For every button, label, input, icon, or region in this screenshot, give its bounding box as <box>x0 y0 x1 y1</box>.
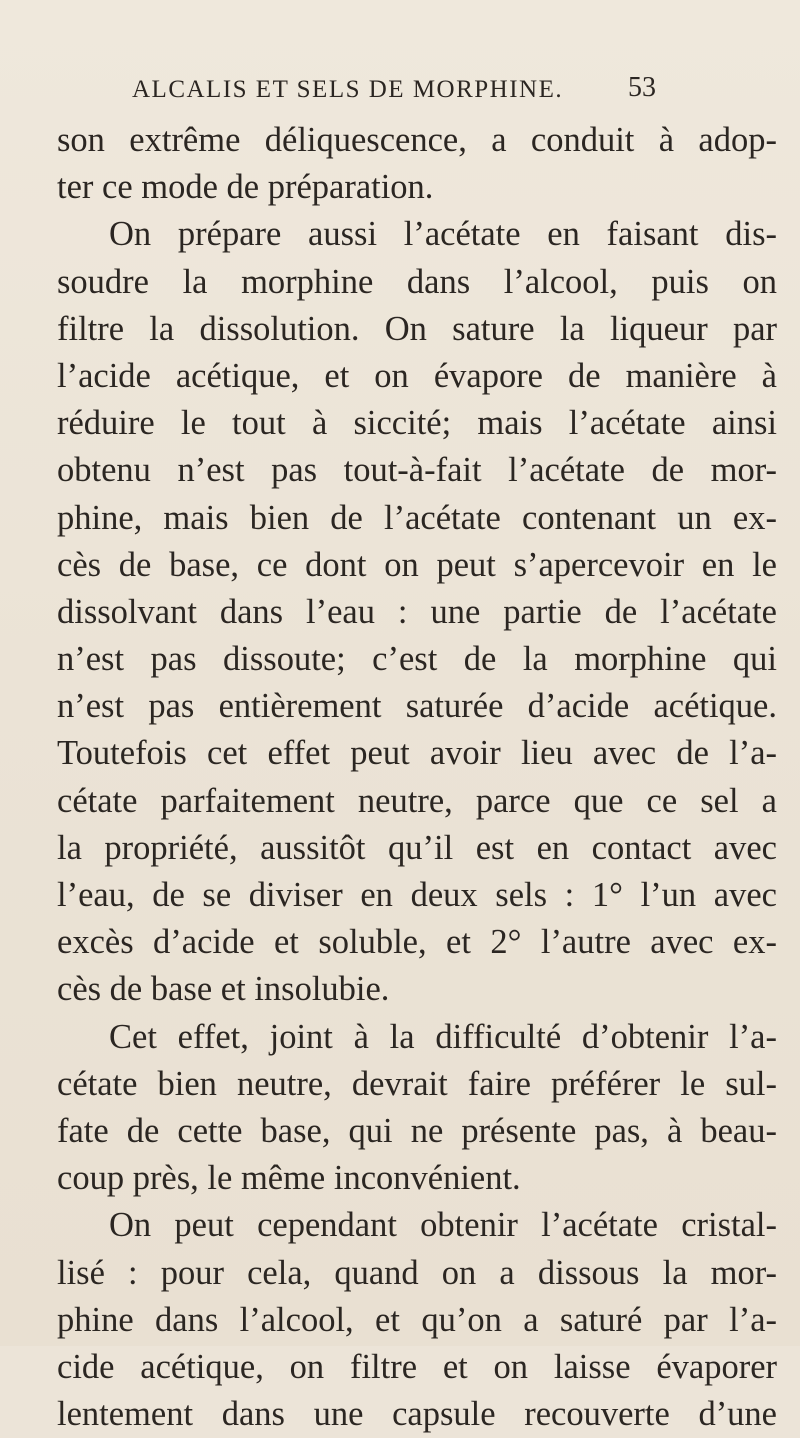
text-line: On peut cependant obtenir l’acétate cristal- <box>109 1206 777 1245</box>
text-line: ter ce mode de préparation. <box>57 168 434 207</box>
text-line: On prépare aussi l’acétate en faisant dis- <box>109 215 777 254</box>
text-line: filtre la dissolution. On sature la liqueur par <box>57 309 777 348</box>
text-line: l’acide acétique, et on évapore de manière à <box>57 356 777 395</box>
text-line: l’eau, de se diviser en deux sels : 1° l’un avec <box>57 876 777 914</box>
body-text <box>57 117 777 1438</box>
text-line: n’est pas entièrement saturée d’acide acétique. <box>57 687 777 726</box>
text-line: soudre la morphine dans l’alcool, puis on <box>57 262 777 301</box>
text-line: dissolvant dans l’eau : une partie de l’acétate <box>57 592 777 631</box>
text-line: Cet effet, joint à la difficulté d’obtenir l’a- <box>109 1017 777 1056</box>
text-line: cide acétique, on filtre et on laisse évaporer <box>57 1347 777 1386</box>
text-line: réduire le tout à siccité; mais l’acétate ainsi <box>57 404 777 443</box>
text-line: la propriété, aussitôt qu’il est en contact avec <box>57 828 777 867</box>
text-line: phine, mais bien de l’acétate contenant un ex- <box>57 498 777 537</box>
text-line: Toutefois cet effet peut avoir lieu avec de l’a- <box>57 734 777 773</box>
text-line: cès de base et insolubie. <box>57 970 390 1009</box>
page-number: 53 <box>628 72 656 103</box>
text-line: lentement dans une capsule recouverte d’une <box>57 1395 777 1434</box>
text-line: excès d’acide et soluble, et 2° l’autre avec ex- <box>57 923 777 962</box>
text-line: fate de cette base, qui ne présente pas, à beau- <box>57 1111 777 1150</box>
text-line: lisé : pour cela, quand on a dissous la mor- <box>57 1253 777 1292</box>
text-line: obtenu n’est pas tout-à-fait l’acétate de mor- <box>57 451 777 490</box>
text-line: phine dans l’alcool, et qu’on a saturé par l’a- <box>57 1300 777 1339</box>
text-line: coup près, le même inconvénient. <box>57 1159 521 1198</box>
text-line: cétate bien neutre, devrait faire préférer le sul- <box>57 1064 777 1103</box>
text-line: cès de base, ce dont on peut s’apercevoir en le <box>57 545 777 584</box>
running-head: ALCALIS ET SELS DE MORPHINE. <box>132 76 564 103</box>
page-header <box>132 72 656 112</box>
text-line: son extrême déliquescence, a conduit à adop- <box>57 121 777 159</box>
text-line: cétate parfaitement neutre, parce que ce sel a <box>57 781 777 820</box>
text-line: n’est pas dissoute; c’est de la morphine qui <box>57 640 777 679</box>
